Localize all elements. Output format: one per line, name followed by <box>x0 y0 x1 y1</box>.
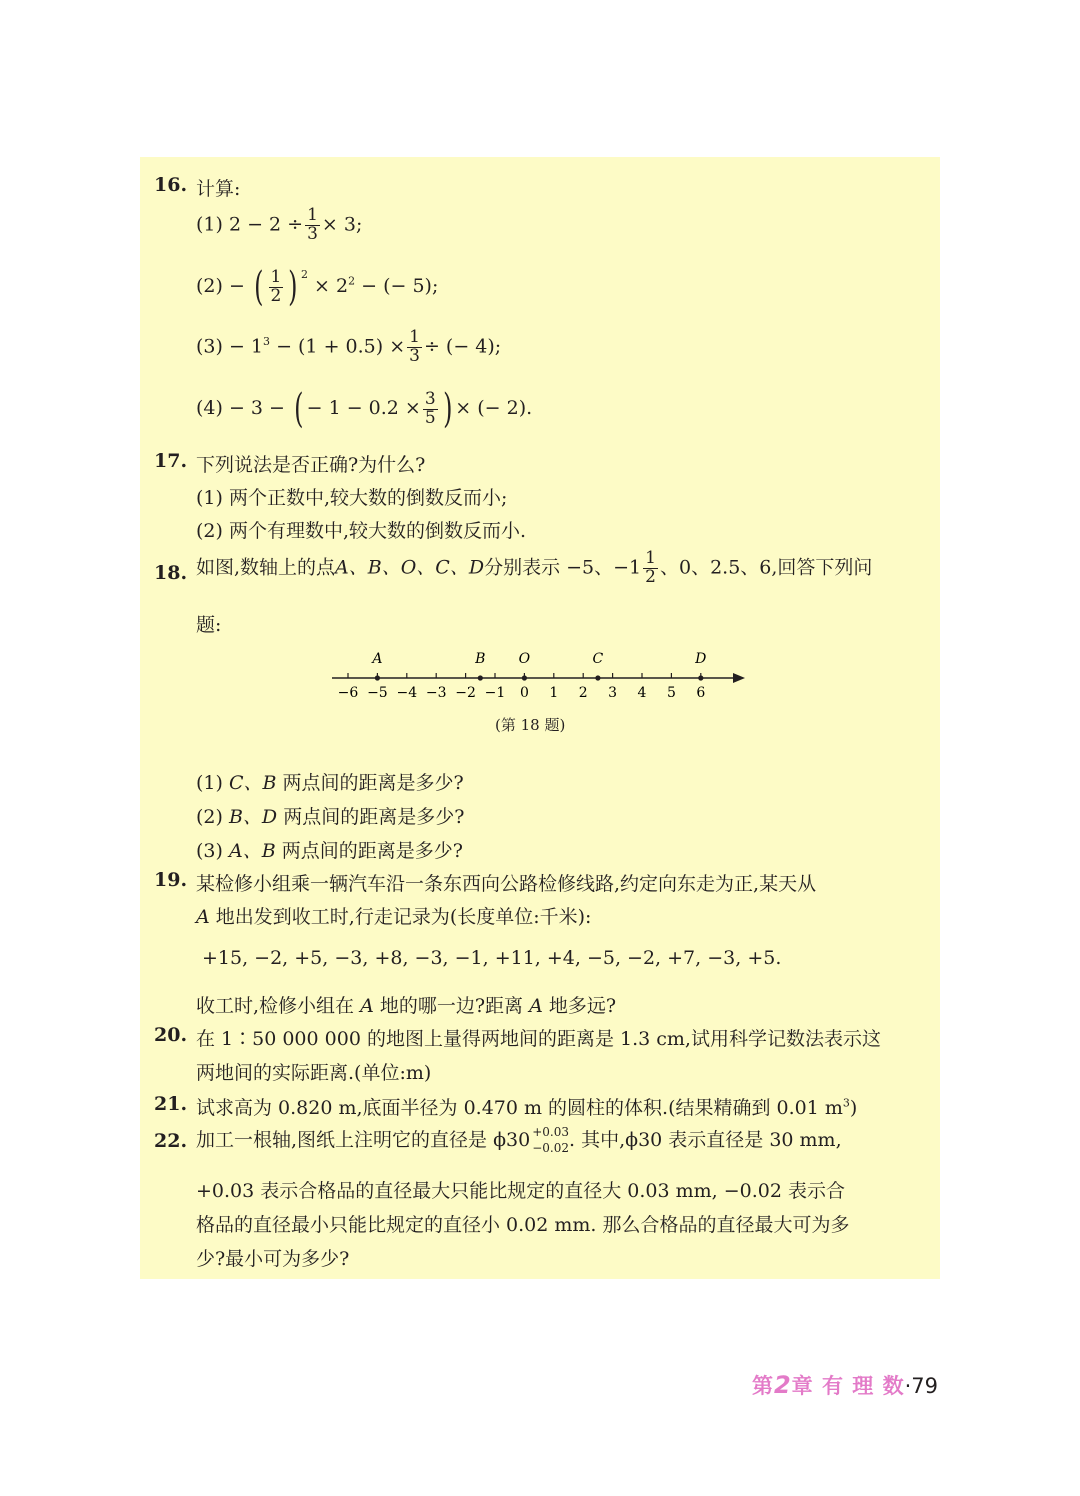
problem-19-line2: A 地出发到收工时,行走记录为(长度单位:千米): <box>196 906 592 928</box>
tick-label: −6 <box>337 685 359 701</box>
fraction: $\frac{1}{2}$ <box>645 548 656 587</box>
tick-label: −3 <box>425 685 447 701</box>
tick-label: −2 <box>455 685 476 701</box>
problem-22-number: 22. <box>154 1130 188 1152</box>
problem-20-number: 20. <box>154 1024 188 1046</box>
problem-17-1: (1) 两个正数中,较大数的倒数反而小; <box>196 487 508 509</box>
problem-18-number: 18. <box>154 562 188 584</box>
problem-20-line2: 两地间的实际距离.(单位:m) <box>196 1062 432 1084</box>
point-label: O <box>518 651 531 667</box>
problem-17-2: (2) 两个有理数中,较大数的倒数反而小. <box>196 520 527 542</box>
problem-18-q2: (2) B、D 两点间的距离是多少? <box>196 806 465 828</box>
problem-18-q1: (1) C、B 两点间的距离是多少? <box>196 772 464 794</box>
problem-19-number: 19. <box>154 869 188 891</box>
problem-19-records: +15, −2, +5, −3, +8, −3, −1, +11, +4, −5, −2, +7, −3, +5. <box>202 947 782 969</box>
tick-label: 5 <box>666 685 676 701</box>
fraction: $\frac{1}{2}$ <box>270 266 282 306</box>
problem-22-line2: +0.03 表示合格品的直径最大只能比规定的直径大 0.03 mm, −0.02 表示合 <box>196 1180 846 1202</box>
page-number: 79 <box>911 1374 938 1398</box>
problem-16-1: (1) 2 − 2 ÷ $\frac{1}{3}$ × 3; <box>196 205 363 244</box>
exercise-panel <box>140 157 940 1279</box>
axis-arrow <box>733 673 745 683</box>
tolerance: +0.03 −0.02 <box>532 1125 569 1155</box>
tick-label: −4 <box>396 685 418 701</box>
problem-19-line1: 某检修小组乘一辆汽车沿一条东西向公路检修线路,约定向东走为正,某天从 <box>196 873 817 895</box>
tick-label: 2 <box>578 685 588 701</box>
fraction: $\frac{1}{3}$ <box>307 205 318 244</box>
chapter-label: 第2章 有 理 数 <box>751 1371 905 1399</box>
problem-18-line1: 如图,数轴上的点A、B、O、C、D分别表示 −5、−1 $\frac{1}{2}$ 、0、2.5、6,回答下列问 <box>196 548 873 587</box>
problem-21-line1: 试求高为 0.820 m,底面半径为 0.470 m 的圆柱的体积.(结果精确到 0.01 $m^3$) <box>196 1096 858 1119</box>
problem-16-3: $(3) - 1^3 - (1 + 0.5)$ × $\frac{1}{3}$ ÷ (− 4); <box>196 327 502 366</box>
point-label: A <box>372 651 383 667</box>
problem-17-title: 下列说法是否正确?为什么? <box>196 454 426 476</box>
problem-18-line2: 题: <box>196 614 222 636</box>
tick-label: −5 <box>367 685 388 701</box>
problem-22-line4: 少?最小可为多少? <box>196 1248 350 1270</box>
tick-label: −1 <box>484 685 506 701</box>
fraction: $\frac{3}{5}$ <box>424 388 436 428</box>
point-label: B <box>475 651 486 667</box>
problem-16-2: (2) − ( $\frac{1}{2}$ ) $^2 \times 2^2$ − (− 5); <box>196 264 439 310</box>
tick-label: 4 <box>637 685 647 701</box>
tick-label: 3 <box>608 685 618 701</box>
problem-16-title: 计算: <box>196 178 241 200</box>
problem-17-number: 17. <box>154 450 188 472</box>
point-label: C <box>592 651 604 667</box>
problem-21-number: 21. <box>154 1093 188 1115</box>
problem-22-line3: 格品的直径最小只能比规定的直径小 0.02 mm. 那么合格品的直径最大可为多 <box>196 1214 850 1236</box>
tick-label: 1 <box>549 685 559 701</box>
figure-caption: (第 18 题) <box>495 716 566 734</box>
problem-20-line1: 在 1∶50 000 000 的地图上量得两地间的距离是 1.3 cm,试用科学记数法表示这 <box>196 1028 881 1050</box>
problem-16-4: (4) − 3 − ( − 1 − 0.2 × $\frac{3}{5}$ ) × (− 2). <box>196 386 533 432</box>
tick-label: 0 <box>519 685 529 701</box>
fraction: $\frac{1}{3}$ <box>409 327 420 366</box>
number-line <box>320 645 760 705</box>
tick-label: 6 <box>696 685 706 701</box>
problem-18-q3: (3) A、B 两点间的距离是多少? <box>196 840 463 862</box>
problem-16-number: 16. <box>154 174 188 196</box>
point-label: D <box>695 651 707 667</box>
problem-19-line4: 收工时,检修小组在 A 地的哪一边?距离 A 地多远? <box>196 995 617 1017</box>
problem-22-line1: 加工一根轴,图纸上注明它的直径是 ϕ30 +0.03 −0.02 . 其中,ϕ30 表示直径是 30 mm, <box>196 1125 842 1155</box>
page-footer: 第2章 有 理 数·79 <box>751 1371 938 1399</box>
